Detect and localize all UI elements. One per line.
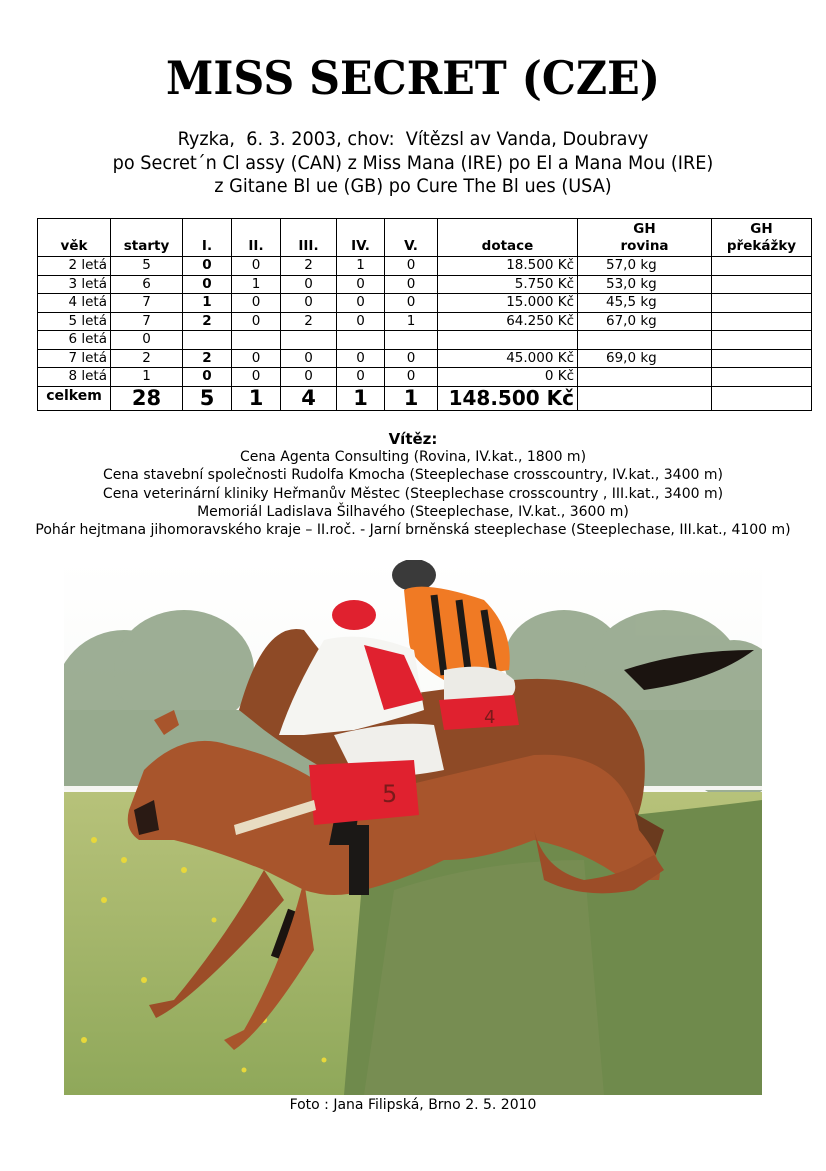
row-gh-flat [578,368,712,387]
row-gh-flat: 53,0 kg [578,275,712,294]
total-gh-jump [712,386,812,410]
row-age: 2 letá [38,257,111,276]
row-place-5: 0 [385,275,438,294]
winners-section [0,430,826,539]
jockey-helmet [392,560,436,591]
row-prize [438,331,578,350]
row-starts: 6 [111,275,183,294]
header-age: věk [38,219,111,257]
header-place-5: V. [385,219,438,257]
jockey-helmet-red [332,600,376,630]
row-place-5: 1 [385,312,438,331]
pedigree-info [29,128,797,199]
row-place-1: 2 [183,349,232,368]
row-gh-flat: 45,5 kg [578,294,712,313]
photo-caption: Foto : Jana Filipská, Brno 2. 5. 2010 [289,1097,537,1113]
row-place-5: 0 [385,368,438,387]
row-place-4: 0 [337,294,385,313]
row-age: 5 letá [38,312,111,331]
table-row [38,331,812,350]
row-place-3: 2 [281,257,337,276]
back-saddle-cloth [439,695,519,730]
total-place-1: 5 [183,386,232,410]
row-place-5: 0 [385,349,438,368]
row-prize: 18.500 Kč [438,257,578,276]
header-gh-jump [712,219,812,257]
total-place-3: 4 [281,386,337,410]
row-place-1: 2 [183,312,232,331]
row-place-1: 1 [183,294,232,313]
header-gh-jump-line1: GH [750,221,773,237]
row-place-2: 0 [232,257,281,276]
row-place-2 [232,331,281,350]
photo-illustration [64,560,762,1095]
row-prize: 45.000 Kč [438,349,578,368]
row-starts: 1 [111,368,183,387]
header-starts: starty [111,219,183,257]
winner-item: Cena Agenta Consulting (Rovina, IV.kat., 1800 m) [239,449,587,466]
table-row [38,312,812,331]
row-prize: 5.750 Kč [438,275,578,294]
row-place-4: 1 [337,257,385,276]
row-place-5: 0 [385,257,438,276]
row-place-4: 0 [337,368,385,387]
row-place-3 [281,331,337,350]
table-row [38,349,812,368]
header-place-2: II. [232,219,281,257]
row-place-3: 0 [281,275,337,294]
winner-item: Cena veterinární kliniky Heřmanův Městec (Steeplechase crosscountry , III.kat., 3400 m) [102,485,724,502]
row-age: 3 letá [38,275,111,294]
front-saddle-number: 5 [382,780,398,808]
row-age: 4 letá [38,294,111,313]
table-total-row [38,386,812,410]
total-place-5: 1 [385,386,438,410]
row-age: 7 letá [38,349,111,368]
row-gh-jump [712,275,812,294]
total-starts: 28 [111,386,183,410]
table-header-row [38,219,812,257]
row-place-4: 0 [337,275,385,294]
row-age: 6 letá [38,331,111,350]
table-row [38,368,812,387]
row-gh-jump [712,349,812,368]
row-gh-flat: 69,0 kg [578,349,712,368]
row-place-2: 0 [232,294,281,313]
row-place-5 [385,331,438,350]
row-place-3: 2 [281,312,337,331]
row-starts: 7 [111,312,183,331]
row-gh-jump [712,257,812,276]
header-gh-flat [578,219,712,257]
table-row [38,257,812,276]
row-gh-flat: 67,0 kg [578,312,712,331]
header-gh-flat-line2: rovina [620,238,669,254]
row-place-5: 0 [385,294,438,313]
row-starts: 0 [111,331,183,350]
row-place-3: 0 [281,349,337,368]
header-gh-flat-line1: GH [633,221,656,237]
row-place-1: 0 [183,275,232,294]
winner-item: Memoriál Ladislava Šilhavého (Steeplechase, IV.kat., 3600 m) [197,503,629,520]
row-place-3: 0 [281,294,337,313]
row-prize: 64.250 Kč [438,312,578,331]
winner-item: Cena stavební společnosti Rudolfa Kmocha (Steeplechase crosscountry, IV.kat., 3400 m) [103,467,723,484]
row-place-4: 0 [337,312,385,331]
pedigree-line-1: Ryzka, 6. 3. 2003, chov: Vítězsl av Vanda, Doubravy [177,128,649,150]
header-gh-jump-line2: překážky [726,238,797,254]
header-place-1: I. [183,219,232,257]
row-starts: 2 [111,349,183,368]
header-prize: dotace [438,219,578,257]
table-row [38,294,812,313]
row-place-1: 0 [183,368,232,387]
back-saddle-number: 4 [484,707,496,728]
row-place-2: 0 [232,368,281,387]
row-gh-flat: 57,0 kg [578,257,712,276]
row-gh-jump [712,294,812,313]
row-prize: 0 Kč [438,368,578,387]
total-label: celkem [38,386,111,410]
row-place-2: 1 [232,275,281,294]
table-row [38,275,812,294]
row-place-4 [337,331,385,350]
pedigree-line-3: z Gitane Bl ue (GB) po Cure The Bl ues (USA) [214,175,612,197]
row-place-4: 0 [337,349,385,368]
row-place-2: 0 [232,349,281,368]
pedigree-line-2: po Secret´n Cl assy (CAN) z Miss Mana (IRE) po El a Mana Mou (IRE) [112,151,714,174]
winners-heading: Vítěz: [388,430,438,448]
row-place-2: 0 [232,312,281,331]
row-gh-flat [578,331,712,350]
row-place-1: 0 [183,257,232,276]
total-prize: 148.500 Kč [438,386,578,410]
row-gh-jump [712,368,812,387]
row-age: 8 letá [38,368,111,387]
steeplechase-photo [64,560,762,1095]
header-place-4: IV. [337,219,385,257]
total-gh-flat [578,386,712,410]
front-saddle-cloth [309,760,419,825]
row-gh-jump [712,331,812,350]
row-place-3: 0 [281,368,337,387]
row-gh-jump [712,312,812,331]
page-title: MISS SECRET (CZE) [166,51,660,105]
row-prize: 15.000 Kč [438,294,578,313]
row-starts: 7 [111,294,183,313]
header-place-3: III. [281,219,337,257]
total-place-2: 1 [232,386,281,410]
race-record-table [37,218,812,411]
winner-item: Pohár hejtmana jihomoravského kraje – II.roč. - Jarní brněnská steeplechase (Steeplechase, III.kat., 4100 m) [35,522,791,539]
total-place-4: 1 [337,386,385,410]
row-starts: 5 [111,257,183,276]
row-place-1 [183,331,232,350]
